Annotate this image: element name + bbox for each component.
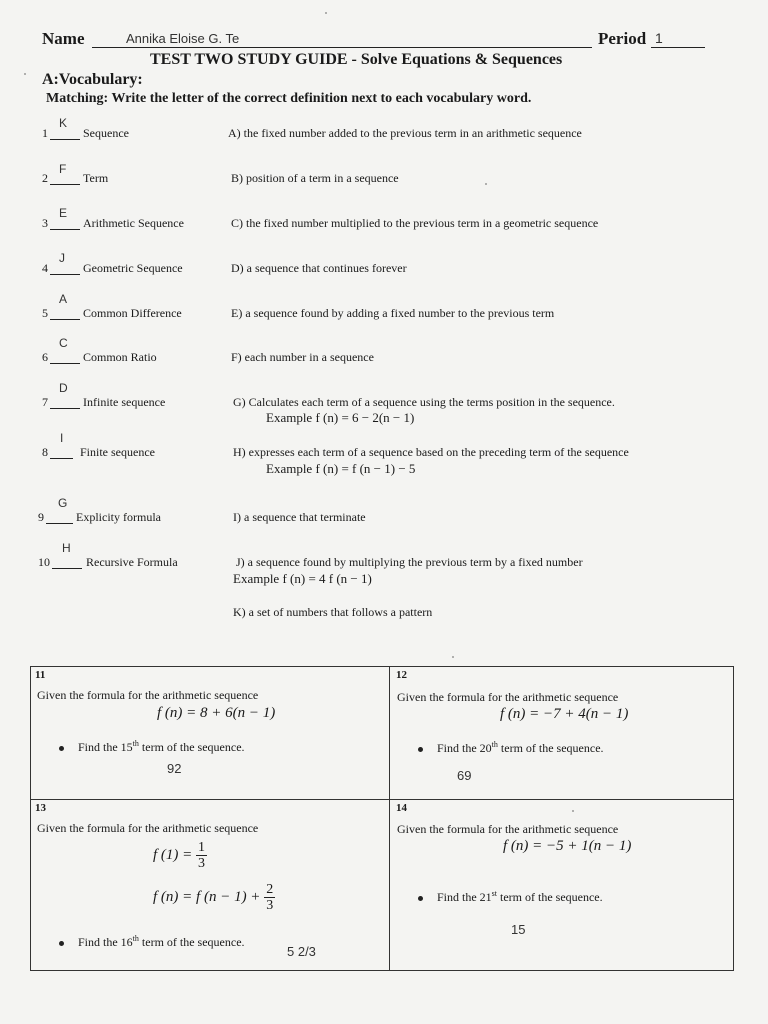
name-value: Annika Eloise G. Te — [126, 31, 240, 46]
problem-given: Given the formula for the arithmetic sequence — [397, 690, 619, 704]
problem-given: Given the formula for the arithmetic sequence — [37, 688, 259, 702]
vocab-num-8: 8 — [42, 445, 48, 459]
problem-answer[interactable]: 92 — [167, 761, 182, 776]
vocab-term-8: Finite sequence — [80, 445, 155, 459]
answer-2: F — [59, 162, 67, 176]
answer-blank-2[interactable] — [50, 162, 80, 185]
problem-instruction: Find the 21st term of the sequence. — [418, 889, 603, 905]
vocab-num-1: 1 — [42, 126, 48, 140]
vocab-term-9: Explicity formula — [76, 510, 161, 524]
answer-1: K — [59, 116, 68, 130]
problem-answer[interactable]: 15 — [511, 922, 526, 937]
problem-number: 13 — [35, 802, 46, 814]
vocab-num-7: 7 — [42, 395, 48, 409]
problem-formula: f (n) = −5 + 1(n − 1) — [503, 838, 632, 854]
problem-number: 11 — [35, 669, 46, 681]
name-label: Name — [42, 29, 85, 48]
bullet-icon — [59, 941, 64, 946]
vocab-num-4: 4 — [42, 261, 48, 275]
definition-e: E) a sequence found by adding a fixed number to the previous term — [231, 306, 555, 320]
answer-4: J — [59, 251, 65, 265]
vocab-term-5: Common Difference — [83, 306, 182, 320]
answer-3: E — [59, 206, 68, 220]
period-value: 1 — [655, 30, 663, 46]
problem-formula: f (n) = 8 + 6(n − 1) — [157, 705, 276, 721]
problem-instruction: Find the 20th term of the sequence. — [418, 740, 604, 756]
answer-blank-6[interactable] — [50, 336, 80, 364]
definition-h-example: Example f (n) = f (n − 1) − 5 — [266, 461, 416, 476]
definition-g: G) Calculates each term of a sequence using the terms position in the sequence. — [233, 395, 615, 409]
problem-box-12 — [389, 666, 734, 800]
definition-a: A) the fixed number added to the previous term in an arithmetic sequence — [228, 126, 582, 140]
answer-8: I — [60, 431, 64, 445]
vocab-num-9: 9 — [38, 510, 44, 524]
problem-box-11 — [30, 666, 390, 800]
vocab-term-6: Common Ratio — [83, 350, 157, 364]
definition-j: J) a sequence found by multiplying the previous term by a fixed number — [236, 555, 583, 569]
scan-speck — [452, 656, 454, 658]
problem-formula: f (n) = −7 + 4(n − 1) — [500, 706, 629, 722]
bullet-icon — [59, 746, 64, 751]
definition-h: H) expresses each term of a sequence based on the preceding term of the sequence — [233, 445, 629, 459]
page-title: TEST TWO STUDY GUIDE - Solve Equations & Sequences — [150, 51, 563, 68]
vocab-num-6: 6 — [42, 350, 48, 364]
answer-blank-9[interactable] — [46, 496, 73, 524]
instructions: Matching: Write the letter of the correct definition next to each vocabulary word. — [46, 91, 532, 106]
vocab-num-5: 5 — [42, 306, 48, 320]
problem-number: 14 — [396, 802, 407, 814]
problem-given: Given the formula for the arithmetic sequence — [397, 822, 619, 836]
problem-formula-recursive: f (n) = f (n − 1) + $\frac{2}{3}$ — [153, 882, 274, 913]
section-heading: A:Vocabulary: — [42, 71, 143, 88]
answer-blank-7[interactable] — [50, 381, 80, 409]
definition-f: F) each number in a sequence — [231, 350, 374, 364]
definition-c: C) the fixed number multiplied to the previous term in a geometric sequence — [231, 216, 599, 230]
answer-blank-10[interactable] — [52, 541, 82, 569]
vocab-term-3: Arithmetic Sequence — [83, 216, 184, 230]
definition-j-example: Example f (n) = 4 f (n − 1) — [233, 571, 372, 586]
problem-formula-initial: f (1) = $\frac{1}{3}$ — [153, 840, 206, 871]
vocab-term-1: Sequence — [83, 126, 129, 140]
answer-7: D — [59, 381, 68, 395]
problem-instruction: Find the 16th term of the sequence. — [59, 934, 245, 950]
vocab-term-7: Infinite sequence — [83, 395, 166, 409]
answer-6: C — [59, 336, 68, 350]
problem-answer[interactable]: 69 — [457, 768, 472, 783]
problem-box-13 — [30, 799, 390, 971]
scan-speck — [325, 12, 327, 14]
scan-speck — [24, 73, 26, 75]
period-blank[interactable] — [651, 30, 705, 48]
definition-b: B) position of a term in a sequence — [231, 171, 399, 185]
vocab-num-10: 10 — [38, 555, 50, 569]
answer-5: A — [59, 292, 68, 306]
problem-instruction: Find the 15th term of the sequence. — [59, 739, 245, 755]
vocab-num-2: 2 — [42, 171, 48, 185]
name-blank[interactable] — [92, 30, 592, 48]
period-label: Period — [598, 29, 647, 48]
scan-speck — [485, 183, 487, 185]
definition-d: D) a sequence that continues forever — [231, 261, 407, 275]
answer-blank-8[interactable] — [50, 431, 73, 459]
answer-blank-5[interactable] — [50, 292, 80, 320]
definition-i: I) a sequence that terminate — [233, 510, 366, 524]
vocab-term-10: Recursive Formula — [86, 555, 178, 569]
problem-given: Given the formula for the arithmetic sequence — [37, 821, 259, 835]
scan-speck — [572, 810, 574, 812]
answer-blank-1[interactable] — [50, 116, 80, 140]
answer-10: H — [62, 541, 71, 555]
vocab-num-3: 3 — [42, 216, 48, 230]
answer-9: G — [58, 496, 68, 510]
answer-blank-3[interactable] — [50, 206, 80, 230]
bullet-icon — [418, 896, 423, 901]
vocab-term-4: Geometric Sequence — [83, 261, 183, 275]
vocab-term-2: Term — [83, 171, 109, 185]
answer-blank-4[interactable] — [50, 251, 80, 275]
problem-box-14 — [389, 799, 734, 971]
definition-k: K) a set of numbers that follows a pattern — [233, 605, 433, 619]
problem-answer[interactable]: 5 2/3 — [287, 944, 316, 959]
bullet-icon — [418, 747, 423, 752]
problem-number: 12 — [396, 669, 407, 681]
definition-g-example: Example f (n) = 6 − 2(n − 1) — [266, 410, 415, 425]
